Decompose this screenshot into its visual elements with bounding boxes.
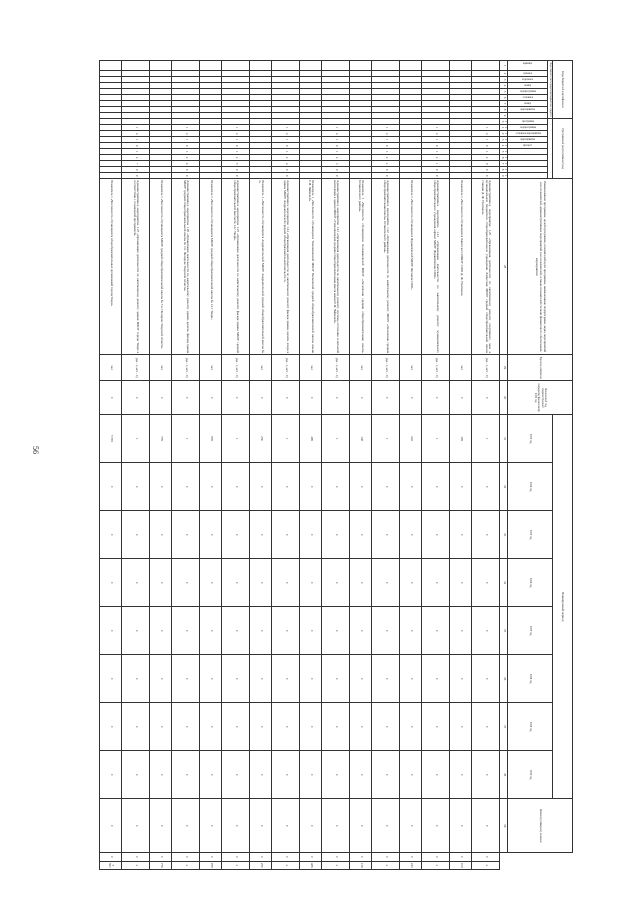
row-value: 0: [272, 853, 300, 861]
row-value: 138: [350, 415, 372, 463]
col-gov-2: отдельное: [522, 78, 534, 81]
row-value: 0: [100, 511, 122, 559]
row-value: 0: [372, 853, 400, 861]
row-value: 0: [300, 463, 322, 511]
year-2030: 2030 год: [508, 751, 553, 799]
row-unit: чел: [200, 355, 222, 381]
row-value: 0: [122, 559, 150, 607]
table-row: [200, 61, 222, 870]
row-value: 0: [300, 559, 322, 607]
row-value: 0: [100, 853, 122, 861]
row-value: 0: [272, 655, 300, 703]
row-value: 0: [150, 607, 172, 655]
row-description: Показатель 1 «Численность обучающихся Андреапольской МКОУ Андреапольской средней общеобразовательной школы № 3»: [250, 179, 272, 355]
row-value: 0: [150, 655, 172, 703]
row-value: 0: [122, 853, 150, 861]
row-value: 0: [422, 655, 450, 703]
row-value: 0: [100, 463, 122, 511]
row-value: 0: [400, 655, 422, 703]
table-row: 1 4 1 0 1 2 2 0 0 Административное мероприятие 1.22 «Организация деятельности по капитальному ремонту МБОУ «Лесковская средняя общеобразовательная школа» Ботанического района» (да - 1, нет - 0) 0 1 0 0 0 0 0 0 0 0 0 х: [372, 61, 400, 870]
row-value: 0: [472, 607, 500, 655]
row-description: Административное мероприятие 1.24 «Организация деятельности по капитальному ремонту фасада здания, кровли, входа в здание МКОУ Андреапольской средней общеобразовательной школы № 3»: [272, 179, 300, 355]
table-row: [300, 61, 322, 870]
row-value: 243: [400, 415, 422, 463]
row-value: 0: [372, 703, 400, 751]
row-value: 0: [150, 381, 172, 415]
row-value: 0: [422, 703, 450, 751]
year-2023: 2023 год: [508, 415, 553, 463]
year-2029: 2029 год: [508, 703, 553, 751]
row-value: 0: [122, 799, 150, 853]
row-value: 1: [122, 415, 150, 463]
row-value: 0: [350, 751, 372, 799]
row-value: 0: [250, 799, 272, 853]
row-value: 0: [122, 607, 150, 655]
row-value: 776: [150, 415, 172, 463]
row-value: 0: [322, 511, 350, 559]
row-unit: (да - 1, нет - 0): [372, 355, 400, 381]
row-unit: чел: [450, 355, 472, 381]
row-value: 0: [222, 751, 250, 799]
row-description: Административное мероприятие 1.25 «Организация деятельности по капитальному ремонту фасада здания МБОУ средней общеобразовательной школы № 14 г. Твери»: [222, 179, 250, 355]
row-value: 0: [250, 853, 272, 861]
row-value: 0: [372, 559, 400, 607]
row-value: 0: [250, 751, 272, 799]
row-value: 0: [300, 655, 322, 703]
row-unit: чел: [150, 355, 172, 381]
row-value: 0: [372, 511, 400, 559]
row-value: 109: [450, 415, 472, 463]
row-value: 0: [472, 751, 500, 799]
row-value: 0: [322, 799, 350, 853]
row-value: 0: [150, 559, 172, 607]
row-value: 0: [250, 607, 272, 655]
row-value: 0: [222, 703, 250, 751]
row-value: 0: [300, 853, 322, 861]
row-value: 0: [122, 381, 150, 415]
row-value: 0: [350, 511, 372, 559]
row-value: 0: [322, 559, 350, 607]
row-value: 0: [222, 655, 250, 703]
row-value: 1: [222, 415, 250, 463]
column-number-row: 1 2 3 4 5 6 7 8 9 10 11 12 13 14 15 16 17 18 19 28 29 30 31 32 33 34 35 36 37 38 39: [500, 61, 508, 870]
row-value: х: [122, 861, 150, 869]
row-value: 0: [372, 463, 400, 511]
row-value: 0: [200, 381, 222, 415]
row-value: 1: [372, 415, 400, 463]
table-row: 1 4 1 0 1 2 3 0 0 Административное мероприятие 1.23 «Организация деятельности по капитальному ремонту системы отопления и питьевой вентиляции в здании МКОУ «Тимошкинская средняя общеобразовательная школа имени Е.И. Чайковой» (да - 1, нет - 0) 0 1 0 0 0 0 0 0 0 0 0 х: [322, 61, 350, 870]
row-value: 0: [422, 381, 450, 415]
row-value: 0: [150, 799, 172, 853]
row-value: 0: [300, 607, 322, 655]
row-value: 0: [172, 511, 200, 559]
row-description: Административное мероприятие 1.22 «Организация деятельности по капитальному ремонту МБОУ «Лесковская средняя общеобразовательная школа» Ботанического района»: [372, 179, 400, 355]
row-description: Административное мероприятие 1.23 «Организация деятельности по капитальному ремонту системы отопления и питьевой вентиляции в здании МКОУ «Тимошкинская средняя общеобразовательная школа имени Е.И. Чайковой»: [322, 179, 350, 355]
row-value: 0: [200, 853, 222, 861]
row-value: 0: [200, 559, 222, 607]
row-value: 0: [172, 655, 200, 703]
row-value: 0: [422, 799, 450, 853]
row-value: 0: [150, 751, 172, 799]
row-unit: чел: [100, 355, 122, 381]
row-value: 0: [422, 463, 450, 511]
year-2025: 2025 год: [508, 511, 553, 559]
col-gov-1: целевое: [523, 72, 533, 75]
row-value: 0: [450, 853, 472, 861]
row-value: 0: [350, 853, 372, 861]
row-value: 0: [272, 559, 300, 607]
row-value: 978: [200, 415, 222, 463]
program-code-header: Программный (непрограммный) код: [553, 119, 573, 179]
row-value: 0: [272, 463, 300, 511]
col-sub-3: мероприятие: [520, 138, 536, 142]
row-value: 0: [300, 799, 322, 853]
row-value: 0: [472, 853, 500, 861]
row-value: 0: [250, 559, 272, 607]
col-sub-4: процесс: [523, 144, 533, 148]
end-header: Целевое (суммарное) значение: [508, 799, 573, 853]
row-description: Показатель 1 «Численность обучающихся Лаписского ИМОУ СОШ Д. Ж. Пунтиков»: [450, 179, 472, 355]
row-value: 0: [322, 607, 350, 655]
row-value: 138: [350, 861, 372, 869]
row-value: 0: [222, 607, 250, 655]
row-value: 0: [100, 751, 122, 799]
row-value: х: [222, 861, 250, 869]
row-description: Показатель 1 «Численность обучающихся Колывановской МБОУ «Лесковская средняя общеобразовательная школа» Ботанического района»: [350, 179, 372, 355]
row-value: 0: [222, 463, 250, 511]
col-gov-0: единица: [523, 62, 533, 65]
row-value: 0: [422, 751, 450, 799]
row-value: 0: [372, 799, 400, 853]
row-value: 0: [350, 799, 372, 853]
admin-code-header: Код главного распорядителя бюджетных средств: [548, 61, 553, 119]
row-value: 1: [322, 415, 350, 463]
row-unit: (да - 1, нет - 0): [122, 355, 150, 381]
row-value: 0: [122, 463, 150, 511]
table-row: [350, 61, 372, 870]
page-number: 56: [31, 446, 40, 454]
table-row: 1 4 1 0 1 2 1 0 0 Административное мероприятие 1.21 «Организация деятельности по капитальному ремонту муниципального общеобразовательного учреждения «Цоинс МБОУ Журавлёвская СОШ» (да - 1, нет - 0) 0 1 0 0 0 0 0 0 0 0 0 х: [422, 61, 450, 870]
row-unit: чел: [250, 355, 272, 381]
row-value: 0: [472, 381, 500, 415]
table-row: 1 4 1 0 1 2 0 0 0 Административное мероприятие 1.20 «Организация деятельности по капитальному ремонту спортивного зала в муниципальном бюджетном общеобразовательном учреждении Лаписская МБОУ средней общеобразовательной школы станции Д. Ж. Пунтиков» (да - 1, нет - 0) 0 1 0 0 0 0 0 0 0 0 0 х: [472, 61, 500, 870]
table-row: 1 4 1 0 1 2 5 0 0 Административное мероприятие 1.25 «Организация деятельности по капитальному ремонту фасада здания МБОУ средней общеобразовательной школы № 14 г. Твери» (да - 1, нет - 0) 0 1 0 0 0 0 0 0 0 0 0 х: [222, 61, 250, 870]
row-value: 0: [200, 751, 222, 799]
col-gov-5: основное: [522, 96, 534, 99]
row-value: 0: [472, 799, 500, 853]
row-value: 0: [400, 703, 422, 751]
col-gov-3: номер: [524, 84, 532, 87]
row-value: 0: [150, 703, 172, 751]
row-value: 0: [450, 703, 472, 751]
row-value: х: [472, 861, 500, 869]
row-value: 0: [422, 853, 450, 861]
rotated-table-container: [43, 60, 573, 870]
row-value: 0: [122, 703, 150, 751]
table-row: [250, 61, 272, 870]
row-value: 1: [422, 415, 450, 463]
row-value: 0: [172, 607, 200, 655]
row-value: 0: [172, 751, 200, 799]
row-value: 0: [422, 511, 450, 559]
row-value: 0: [200, 655, 222, 703]
classification-header: Коды бюджетной классификации: [553, 61, 573, 119]
row-value: 0: [272, 381, 300, 415]
table-row: 1 4 1 0 1 2 4 0 0 Административное мероприятие 1.24 «Организация деятельности по капитальному ремонту фасада здания, кровли, входа в здание МКОУ Андреапольской средней общеобразовательной школы № 3» (да - 1, нет - 0) 0 1 0 0 0 0 0 0 0 0 0 х: [272, 61, 300, 870]
row-value: 0: [122, 751, 150, 799]
row-value: 0: [322, 655, 350, 703]
row-value: х: [422, 861, 450, 869]
row-value: 5 581: [100, 861, 122, 869]
row-value: 250: [250, 415, 272, 463]
table-row: 1 4 1 0 1 2 6 0 0 Административное мероприятие 1.26 «Организация деятельности по капитальному ремонту здания, кровли, фасада здания МБОУ средней общеобразовательной школы № 3 п. Нелидово Тверской области» (да - 1, нет - 0) 0 1 0 0 0 0 0 0 0 0 0 х: [172, 61, 200, 870]
row-value: 0: [150, 463, 172, 511]
row-value: 0: [422, 559, 450, 607]
row-value: 250: [250, 861, 272, 869]
row-value: х: [322, 861, 350, 869]
row-value: 243: [400, 861, 422, 869]
row-value: 0: [400, 463, 422, 511]
row-value: 0: [450, 511, 472, 559]
row-value: 0: [172, 559, 200, 607]
row-description: Административное мероприятие 1.27 «Организация деятельности по капитальному ремонту здания МБОУ города Твери в соответствии с социальной программой»: [122, 179, 150, 355]
table-row: [450, 61, 472, 870]
row-value: 0: [322, 853, 350, 861]
row-value: 0: [300, 751, 322, 799]
row-value: 0: [100, 655, 122, 703]
row-value: 0: [350, 607, 372, 655]
row-description: Показатель 1 «Численность обучающихся общеобразовательных организаций города Твери»: [100, 179, 122, 355]
row-value: 0: [372, 381, 400, 415]
row-value: 0: [250, 511, 272, 559]
row-value: 0: [300, 381, 322, 415]
row-value: 0: [472, 703, 500, 751]
row-value: 0: [400, 381, 422, 415]
row-value: 0: [300, 511, 322, 559]
row-value: 0: [272, 511, 300, 559]
row-value: 0: [100, 559, 122, 607]
row-value: 0: [450, 607, 472, 655]
row-value: 0: [450, 463, 472, 511]
table-row: [150, 61, 172, 870]
row-value: 0: [450, 799, 472, 853]
row-value: 0: [122, 511, 150, 559]
row-value: 0: [200, 799, 222, 853]
row-value: х: [172, 861, 200, 869]
year-2026: 2026 год: [508, 559, 553, 607]
row-value: 0: [350, 559, 372, 607]
row-value: 0: [350, 463, 372, 511]
row-unit: (да - 1, нет - 0): [172, 355, 200, 381]
row-value: 1: [172, 415, 200, 463]
row-value: 0: [400, 607, 422, 655]
row-value: 0: [172, 463, 200, 511]
col-gov-7: мероприятие: [520, 108, 536, 111]
row-value: 0: [272, 799, 300, 853]
row-value: 0: [350, 703, 372, 751]
row-value: 0: [450, 751, 472, 799]
row-value: 0: [222, 381, 250, 415]
row-value: 0: [300, 703, 322, 751]
row-value: 0: [150, 511, 172, 559]
col-gov-6: номер: [524, 102, 532, 105]
col-gov-4: подпрограмма: [519, 90, 536, 93]
row-unit: (да - 1, нет - 0): [472, 355, 500, 381]
row-unit: (да - 1, нет - 0): [422, 355, 450, 381]
row-value: 978: [200, 861, 222, 869]
row-value: 0: [122, 655, 150, 703]
row-value: 0: [100, 381, 122, 415]
col-sub-1: подпрограмма: [519, 126, 536, 130]
row-value: 0: [172, 703, 200, 751]
row-value: 0: [272, 607, 300, 655]
row-value: 0: [250, 381, 272, 415]
row-value: 0: [422, 607, 450, 655]
row-value: 0: [250, 655, 272, 703]
row-value: 0: [400, 751, 422, 799]
row-value: 0: [222, 853, 250, 861]
row-value: 0: [172, 799, 200, 853]
unit-header: Единица измерения: [508, 355, 573, 381]
row-description: Административное мероприятие 1.20 «Организация деятельности по капитальному ремонту спортивного зала в муниципальном бюджетном общеобразовательном учреждении Лаписская МБОУ средней общеобразовательной школы станции Д. Ж. Пунтиков»: [472, 179, 500, 355]
row-value: 486: [300, 415, 322, 463]
row-value: 0: [100, 607, 122, 655]
row-value: 0: [250, 463, 272, 511]
row-value: 0: [222, 799, 250, 853]
row-value: 0: [372, 655, 400, 703]
year-2028: 2028 год: [508, 655, 553, 703]
table-row: [100, 61, 122, 870]
target-header: Финансовый год, предшествующий очередному финансовому 2022 год: [508, 381, 573, 415]
row-value: 0: [172, 381, 200, 415]
row-value: 0: [272, 703, 300, 751]
row-value: 0: [100, 799, 122, 853]
table-row: [400, 61, 422, 870]
row-value: 0: [400, 799, 422, 853]
row-value: 0: [150, 853, 172, 861]
row-value: 0: [472, 559, 500, 607]
planning-header: Планируемый период: [553, 415, 573, 799]
row-unit: (да - 1, нет - 0): [322, 355, 350, 381]
row-description: Административное мероприятие 1.21 «Организация деятельности по капитальному ремонту муниципального общеобразовательного учреждения «Цоинс МБОУ Журавлёвская СОШ»: [422, 179, 450, 355]
row-unit: (да - 1, нет - 0): [222, 355, 250, 381]
row-value: 0: [200, 463, 222, 511]
col-sub-2: основное мероприятие: [515, 132, 541, 136]
row-value: 0: [200, 607, 222, 655]
row-description: Показатель 1 «Численность обучающихся МБОУ средней общеобразовательной школы № 14 г. Твери»: [200, 179, 222, 355]
row-value: 0: [100, 703, 122, 751]
row-value: х: [272, 861, 300, 869]
row-description: Показатель 1 «Численность обучающихся МБОУ средней общеобразовательной школы № 3 п. Нелидово Тверской области»: [150, 179, 172, 355]
row-value: 0: [400, 511, 422, 559]
row-description: Административное мероприятие 1.26 «Организация деятельности по капитальному ремонту здания, кровли, фасада здания МБОУ средней общеобразовательной школы № 3 п. Нелидово Тверской области»: [172, 179, 200, 355]
row-description: Показатель 1 «Численность обучающихся Тимошкинской МКОУ Вилковской средней общеобразовательной школы имени Е.И. Чайковой»: [300, 179, 322, 355]
row-unit: чел: [400, 355, 422, 381]
row-unit: чел: [300, 355, 322, 381]
row-value: 0: [372, 607, 400, 655]
row-value: 0: [350, 655, 372, 703]
col-sub-0: программа: [521, 120, 534, 124]
row-value: 0: [222, 559, 250, 607]
row-value: 0: [322, 703, 350, 751]
row-value: 0: [172, 853, 200, 861]
row-value: 0: [350, 381, 372, 415]
row-value: 0: [372, 751, 400, 799]
row-value: 0: [322, 751, 350, 799]
row-value: 0: [450, 559, 472, 607]
row-value: 0: [222, 511, 250, 559]
year-2027: 2027 год: [508, 607, 553, 655]
row-value: 0: [450, 655, 472, 703]
table-body: [100, 61, 500, 870]
row-value: 0: [472, 463, 500, 511]
row-value: 0: [472, 511, 500, 559]
row-value: 776: [150, 861, 172, 869]
row-value: 0: [250, 703, 272, 751]
table-row: 1 4 1 0 1 2 7 0 0 Административное мероприятие 1.27 «Организация деятельности по капитальному ремонту здания МБОУ города Твери в соответствии с социальной программой» (да - 1, нет - 0) 0 1 0 0 0 0 0 0 0 0 0 х: [122, 61, 150, 870]
row-value: 0: [450, 381, 472, 415]
row-value: 109: [450, 861, 472, 869]
row-value: 0: [472, 655, 500, 703]
row-unit: чел: [350, 355, 372, 381]
row-value: х: [372, 861, 400, 869]
row-unit: (да - 1, нет - 0): [272, 355, 300, 381]
row-value: 0: [322, 381, 350, 415]
program-table: [99, 60, 573, 870]
row-value: 0: [400, 559, 422, 607]
row-value: 5 581: [100, 415, 122, 463]
row-value: 0: [200, 703, 222, 751]
row-value: 0: [400, 853, 422, 861]
year-2024: 2024 год: [508, 463, 553, 511]
name-header: Наименование программы, целей программы, показателей цели программы, наименование подпрограмм, задач, мероприятий и их показателей, административных мероприятий и их показателей, а также показателей степени финансового обеспечения мероприятия: [508, 179, 573, 355]
row-value: 0: [322, 463, 350, 511]
row-value: 1: [472, 415, 500, 463]
row-value: 1: [272, 415, 300, 463]
row-description: Показатель 1 «Численность обучающихся Журавлёвской МБОУ Филиала СОШ»: [400, 179, 422, 355]
row-value: 0: [272, 751, 300, 799]
row-value: 486: [300, 861, 322, 869]
row-value: 0: [200, 511, 222, 559]
